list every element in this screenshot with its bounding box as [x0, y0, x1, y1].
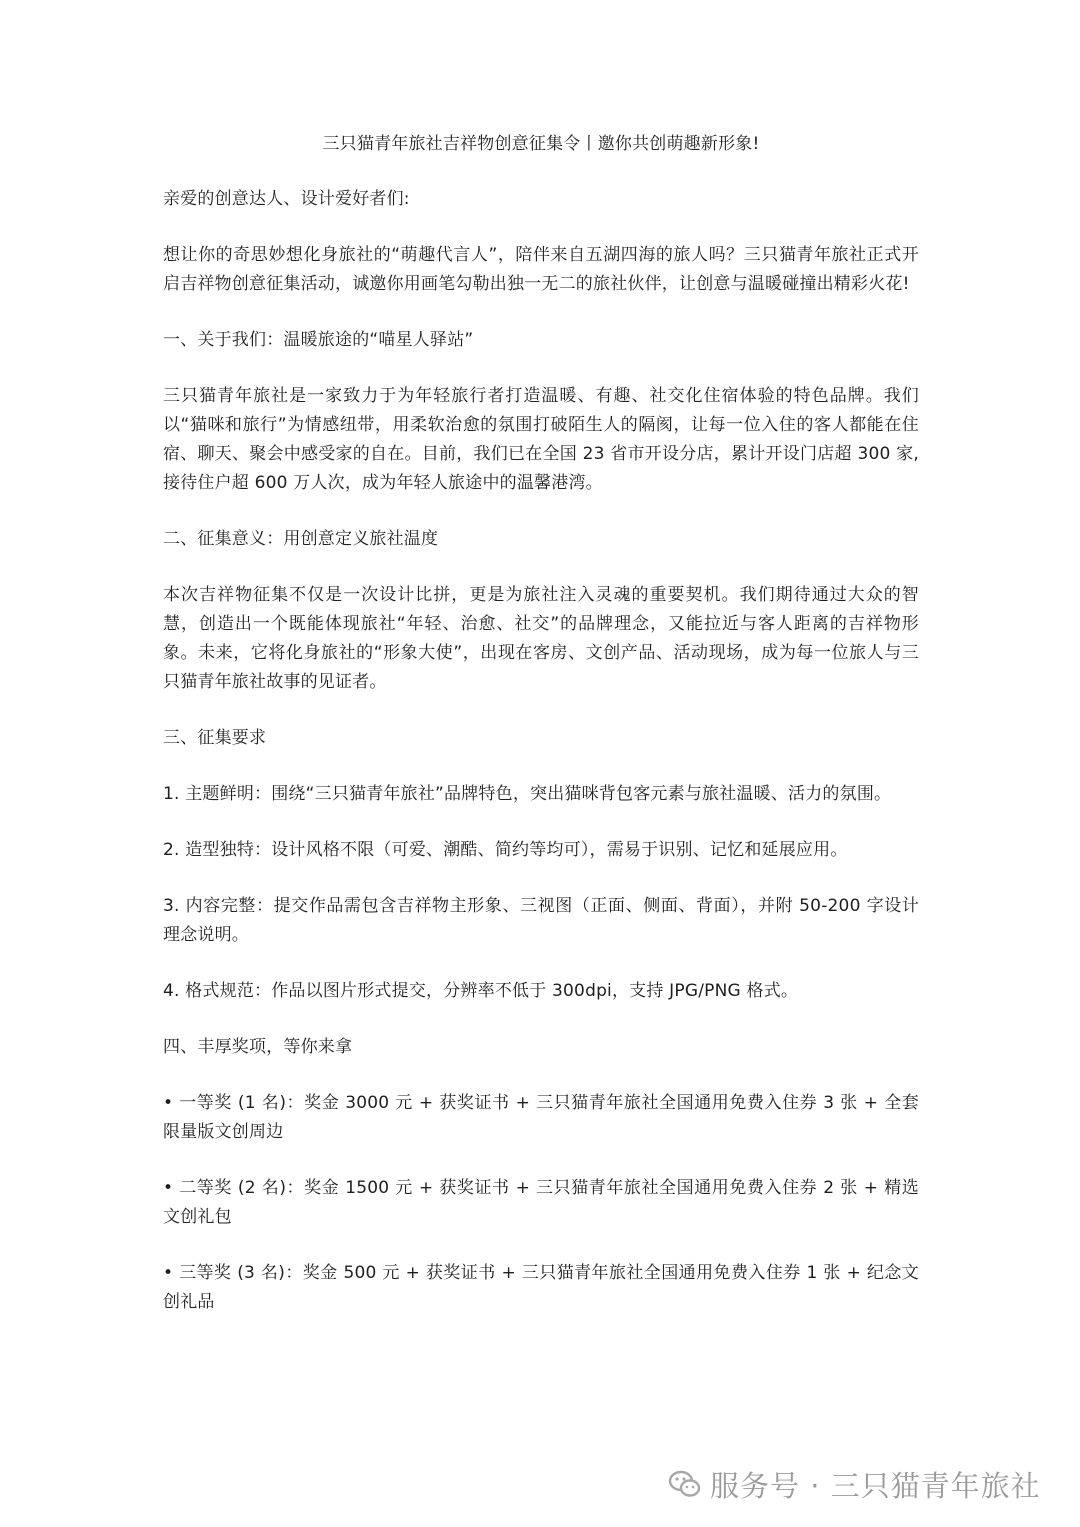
watermark — [668, 1462, 1041, 1506]
section-heading-awards: 四、丰厚奖项，等你来拿 — [163, 1037, 353, 1057]
document-title: 三只猫青年旅社吉祥物创意征集令丨邀你共创萌趣新形象! — [322, 134, 760, 154]
section-heading-about: 一、关于我们：温暖旅途的“喵星人驿站” — [163, 330, 474, 350]
requirement-item: 1. 主题鲜明：围绕“三只猫青年旅社”品牌特色，突出猫咪背包客元素与旅社温暖、活力的氛围。 — [163, 784, 892, 804]
requirement-item: 3. 内容完整：提交作品需包含吉祥物主形象、三视图（正面、侧面、背面），并附 50-200 字设计理念说明。 — [163, 896, 919, 945]
section-heading-significance: 二、征集意义：用创意定义旅社温度 — [163, 529, 439, 549]
award-item: • 三等奖 (3 名)：奖金 500 元 + 获奖证书 + 三只猫青年旅社全国通用免费入住券 1 张 + 纪念文创礼品 — [163, 1263, 919, 1312]
intro-paragraph: 想让你的奇思妙想化身旅社的“萌趣代言人”，陪伴来自五湖四海的旅人吗？三只猫青年旅社正式开启吉祥物创意征集活动，诚邀你用画笔勾勒出独一无二的旅社伙伴，让创意与温暖碰撞出精彩火花! — [163, 245, 919, 294]
award-item: • 一等奖 (1 名)：奖金 3000 元 + 获奖证书 + 三只猫青年旅社全国通用免费入住券 3 张 + 全套限量版文创周边 — [163, 1093, 919, 1142]
section-body-about: 三只猫青年旅社是一家致力于为年轻旅行者打造温暖、有趣、社交化住宿体验的特色品牌。我们以“猫咪和旅行”为情感纽带，用柔软治愈的氛围打破陌生人的隔阂，让每一位入住的客人都能在住宿、聊天、聚会中感受家的自在。目前，我们已在全国 23 省市开设分店，累计开设门店超 300 家,接待住户超 600 万人次，成为年轻人旅途中的温馨港湾。 — [163, 386, 919, 493]
section-heading-requirements: 三、征集要求 — [163, 728, 267, 748]
document-body — [163, 130, 919, 1344]
award-item: • 二等奖 (2 名)：奖金 1500 元 + 获奖证书 + 三只猫青年旅社全国通用免费入住券 2 张 + 精选文创礼包 — [163, 1178, 919, 1227]
section-body-significance: 本次吉祥物征集不仅是一次设计比拼，更是为旅社注入灵魂的重要契机。我们期待通过大众的智慧，创造出一个既能体现旅社“年轻、治愈、社交”的品牌理念，又能拉近与客人距离的吉祥物形象。未来，它将化身旅社的“形象大使”，出现在客房、文创产品、活动现场，成为每一位旅人与三只猫青年旅社故事的见证者。 — [163, 585, 919, 692]
greeting: 亲爱的创意达人、设计爱好者们: — [163, 189, 410, 209]
watermark-text: 服务号 · 三只猫青年旅社 — [710, 1468, 1041, 1503]
wechat-icon — [668, 1467, 702, 1501]
requirement-item: 2. 造型独特：设计风格不限（可爱、潮酷、简约等均可），需易于识别、记忆和延展应用。 — [163, 840, 848, 860]
requirement-item: 4. 格式规范：作品以图片形式提交，分辨率不低于 300dpi，支持 JPG/PNG 格式。 — [163, 981, 799, 1001]
